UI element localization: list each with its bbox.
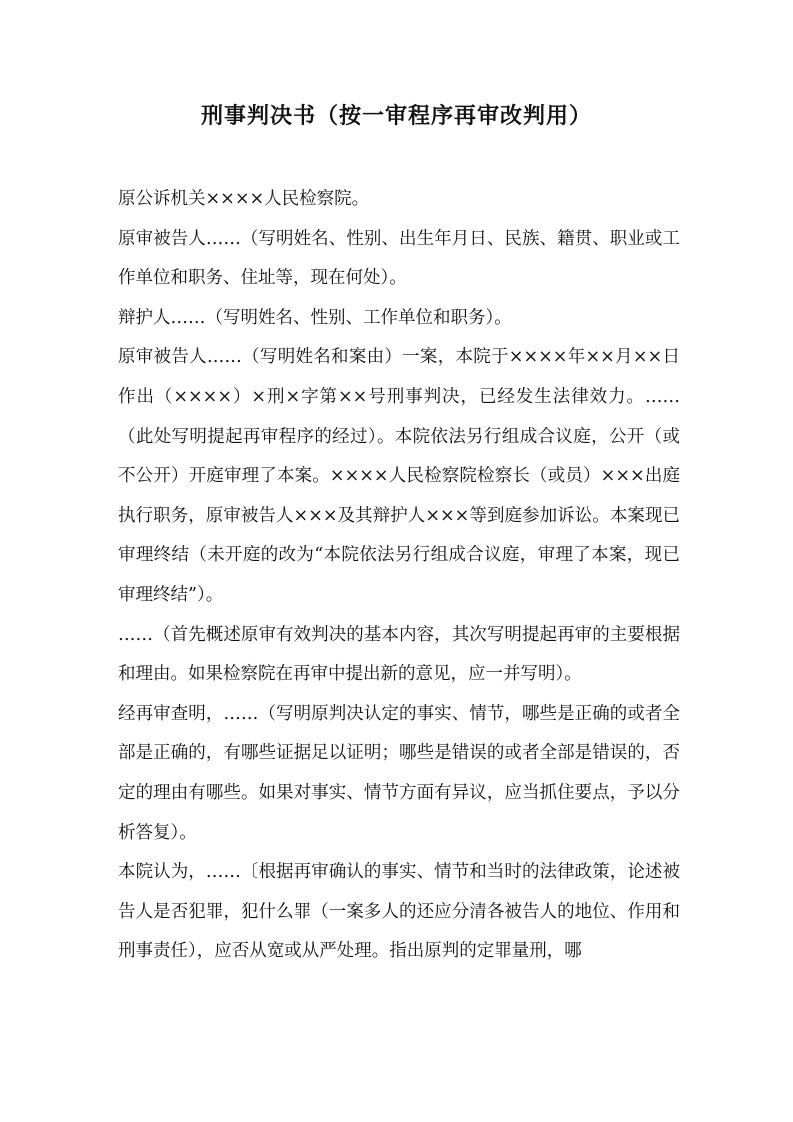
paragraph-original-judgment: ……（首先概述原审有效判决的基本内容，其次写明提起再审的主要根据和理由。如果检察院在再审中提出新的意见，应一并写明）。 (118, 624, 680, 685)
paragraph-defender: 辩护人……（写明姓名、性别、工作单位和职务）。 (118, 307, 512, 328)
document-body (118, 180, 680, 972)
paragraph-case-history: 原审被告人……（写明姓名和案由）一案，本院于××××年××月××日作出（××××）×刑×字第××号刑事判决，已经发生法律效力。……（此处写明提起再审程序的经过）。本院依法另行组成合议庭，公开（或不公开）开庭审理了本案。××××人民检察院检察长（或员）×××出庭执行职务，原审被告人×××及其辩护人×××等到庭参加诉讼。本案现已审理终结（未开庭的改为“本院依法另行组成合议庭，审理了本案，现已审理终结”）。 (118, 347, 680, 605)
document-title: 刑事判决书（按一审程序再审改判用） (200, 103, 592, 129)
paragraph-court-opinion: 本院认为，……〔根据再审确认的事实、情节和当时的法律政策，论述被告人是否犯罪，犯什么罪（一案多人的还应分清各被告人的地位、作用和刑事责任），应否从宽或从严处理。指出原判的定罪量刑，哪 (118, 862, 680, 962)
paragraph-retrial-findings: 经再审查明，……（写明原判决认定的事实、情节，哪些是正确的或者全部是正确的，有哪些证据足以证明；哪些是错误的或者全部是错误的，否定的理由有哪些。如果对事实、情节方面有异议，应当抓住要点，予以分析答复）。 (118, 703, 680, 843)
paragraph-defendant: 原审被告人……（写明姓名、性别、出生年月日、民族、籍贯、职业或工作单位和职务、住址等，现在何处）。 (118, 228, 680, 289)
paragraph-prosecutor: 原公诉机关××××人民检察院。 (118, 189, 370, 209)
